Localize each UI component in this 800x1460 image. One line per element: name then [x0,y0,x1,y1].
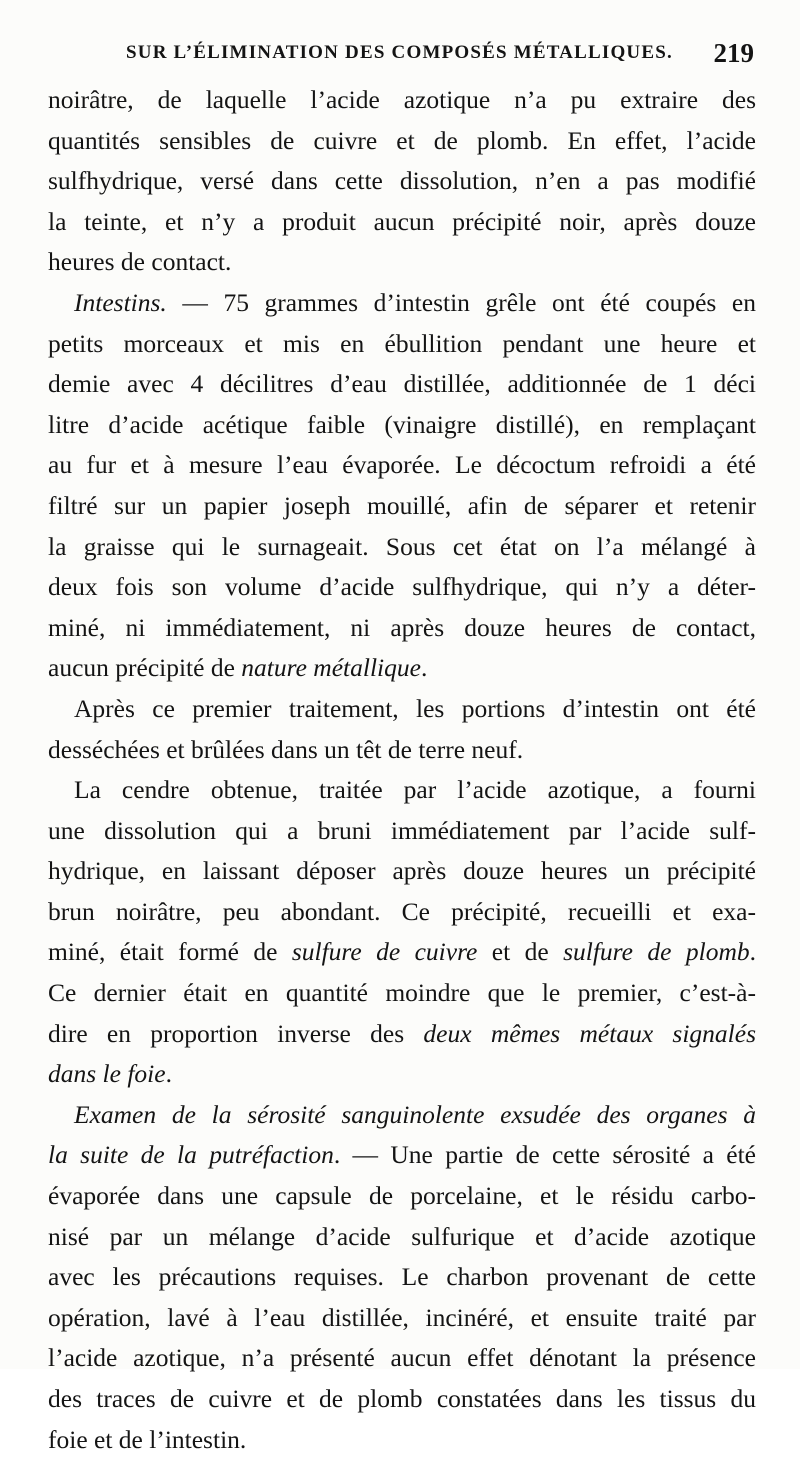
line-text: deux fois son volume d’acide sulfhydrique, qui n’y a déter- [48,572,756,602]
line-text: miné, était formé de [48,937,292,967]
text-line [48,324,756,365]
italic-text: nature métallique [241,653,421,683]
italic-text: Intestins. [74,287,167,317]
text-line [48,202,756,243]
text-line [48,1298,756,1339]
line-text: desséchées et brûlées dans un têt de terre neuf. [48,734,524,764]
line-text: quantités sensibles de cuivre et de plomb. En effet, l’acide [48,125,756,155]
italic-text: deux mêmes métaux signalés [423,1018,756,1048]
line-text: Après ce premier traitement, les portions d’intestin ont été [74,693,756,723]
text-line [48,1257,756,1298]
line-text: noirâtre, de laquelle l’acide azotique n’a pu extraire des [48,85,756,114]
text-line [48,932,756,973]
line-text: heures de contact. [48,247,232,277]
line-text: opération, lavé à l’eau distillée, incinéré, et ensuite traité par [48,1302,756,1332]
line-text: . [749,937,756,967]
text-line [48,445,756,486]
line-text: des traces de cuivre et de plomb constatées dans les tissus du [48,1384,756,1413]
text-line [48,770,756,811]
line-text: foie et de l’intestin. [48,1424,247,1454]
italic-text: la suite de la putréfaction [48,1140,334,1170]
line-text: l’acide azotique, n’a présenté aucun effet dénotant la présence [48,1343,756,1373]
line-text: . [420,653,428,683]
line-text: et de [477,937,564,967]
text-line [48,121,756,162]
text-line [48,567,756,608]
line-text: demie avec 4 décilitres d’eau distillée, additionnée de 1 déci [48,369,756,399]
italic-text: Examen de la sérosité sanguinolente exsudée des organes à [74,1099,756,1129]
text-line [48,1217,756,1258]
text-line [48,892,756,933]
text-line [48,1420,756,1460]
line-text: hydrique, en laissant déposer après douze heures un précipité [48,856,756,886]
text-line [48,973,756,1014]
text-line [48,730,756,771]
text-line [48,80,756,121]
line-text: La cendre obtenue, traitée par l’acide azotique, a fourni [74,775,756,805]
line-text: au fur et à mesure l’eau évaporée. Le décoctum refroidi a été [48,450,756,480]
line-text: la teinte, et n’y a produit aucun précipité noir, après douze [48,206,756,236]
italic-text: sulfure de plomb [563,937,750,967]
line-text: miné, ni immédiatement, ni après douze heures de contact, [48,612,756,642]
body-text [48,80,756,1460]
text-line [48,648,756,689]
text-line [48,1338,756,1379]
text-line [48,608,756,649]
text-line [48,283,756,324]
text-line [48,1095,756,1136]
text-line [48,364,756,405]
line-text: filtré sur un papier joseph mouillé, afin de séparer et retenir [48,490,756,520]
line-text: aucun précipité de [48,653,242,683]
line-text: la graisse qui le surnageait. Sous cet état on l’a mélangé à [48,531,756,561]
text-line [48,689,756,730]
text-line [48,1379,756,1420]
line-text: avec les précautions requises. Le charbon provenant de cette [48,1262,756,1292]
text-line [48,1014,756,1055]
line-text: sulfhydrique, versé dans cette dissolution, n’en a pas modifié [48,166,756,196]
line-text: une dissolution qui a bruni immédiatement par l’acide sulf- [48,815,756,845]
text-line [48,1135,756,1176]
line-text: . [165,1059,172,1089]
text-line [48,242,756,283]
text-line [48,1176,756,1217]
text-line [48,486,756,527]
line-text: petits morceaux et mis en ébullition pendant une heure et [48,328,756,358]
line-text: brun noirâtre, peu abondant. Ce précipité, recueilli et exa- [48,896,756,926]
line-text: . — Une partie de cette sérosité a été [333,1140,756,1170]
italic-text: dans le foie [48,1059,166,1089]
text-line [48,527,756,568]
text-line [48,811,756,852]
line-text: litre d’acide acétique faible (vinaigre distillé), en remplaçant [48,409,756,439]
text-line [48,161,756,202]
text-line [48,851,756,892]
text-line [48,405,756,446]
line-text: nisé par un mélange d’acide sulfurique et d’acide azotique [48,1221,756,1251]
running-head: SUR L’ÉLIMINATION DES COMPOSÉS MÉTALLIQUES. [126,42,673,63]
page-number: 219 [713,38,754,68]
italic-text: sulfure de cuivre [291,937,478,967]
line-text: Ce dernier était en quantité moindre que le premier, c’est-à- [48,978,756,1008]
line-text: — 75 grammes d’intestin grêle ont été coupés en [166,287,756,317]
line-text: évaporée dans une capsule de porcelaine, et le résidu carbo- [48,1181,756,1211]
text-line [48,1054,756,1095]
line-text: dire en proportion inverse des [48,1018,424,1048]
page-header [44,38,760,74]
